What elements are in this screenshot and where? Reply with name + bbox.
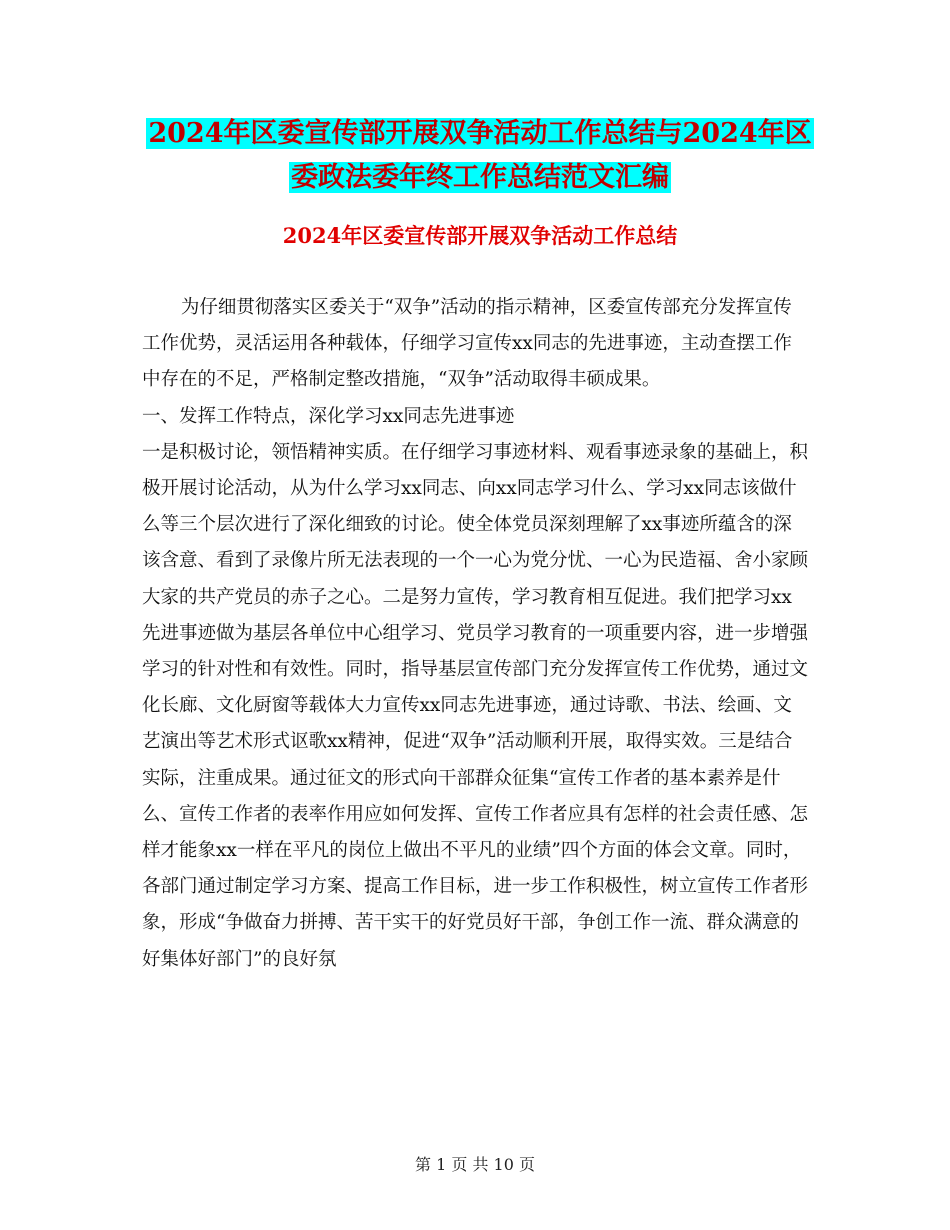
document-body (142, 290, 810, 978)
page-number-footer: 第 1 页 共 10 页 (415, 1155, 535, 1174)
document-title-line-1: 2024年区委宣传部开展双争活动工作总结与2024年区 (148, 118, 812, 149)
document-title (140, 112, 820, 200)
document-title-line-2: 委政法委年终工作总结范文汇编 (291, 162, 669, 193)
heading-part-one: 一、发挥工作特点，深化学习xx同志先进事迹 (142, 405, 515, 427)
section-title: 2024年区委宣传部开展双争活动工作总结 (282, 223, 678, 248)
paragraph-part-one-body: 一是积极讨论，领悟精神实质。在仔细学习事迹材料、观看事迹录象的基础上，积极开展讨论活动，从为什么学习xx同志、向xx同志学习什么、学习xx同志该做什么等三个层次进行了深化细致的讨论。使全体党员深刻理解了xx事迹所蕴含的深该含意、看到了录像片所无法表现的一个一心为党分忧、一心为民造福、舍小家顾大家的共产党员的赤子之心。二是努力宣传，学习教育相互促进。我们把学习xx先进事迹做为基层各单位中心组学习、党员学习教育的一项重要内容，进一步增强学习的针对性和有效性。同时，指导基层宣传部门充分发挥宣传工作优势，通过文化长廊、文化厨窗等载体大力宣传xx同志先进事迹，通过诗歌、书法、绘画、文艺演出等艺术形式讴歌xx精神，促进“双争”活动顺利开展，取得实效。三是结合实际，注重成果。通过征文的形式向干部群众征集“宣传工作者的基本素养是什么、宣传工作者的表率作用应如何发挥、宣传工作者应具有怎样的社会责任感、怎样才能象xx一样在平凡的岗位上做出不平凡的业绩”四个方面的体会文章。同时，各部门通过制定学习方案、提高工作目标，进一步工作积极性，树立宣传工作者形象，形成“争做奋力拼搏、苦干实干的好党员好干部，争创工作一流、群众满意的好集体好部门”的良好氛 (142, 441, 809, 970)
paragraph-intro: 为仔细贯彻落实区委关于“双争”活动的指示精神，区委宣传部充分发挥宣传工作优势，灵活运用各种载体，仔细学习宣传xx同志的先进事迹，主动查摆工作中存在的不足，严格制定整改措施，“双争”活动取得丰硕成果。 (142, 297, 792, 391)
